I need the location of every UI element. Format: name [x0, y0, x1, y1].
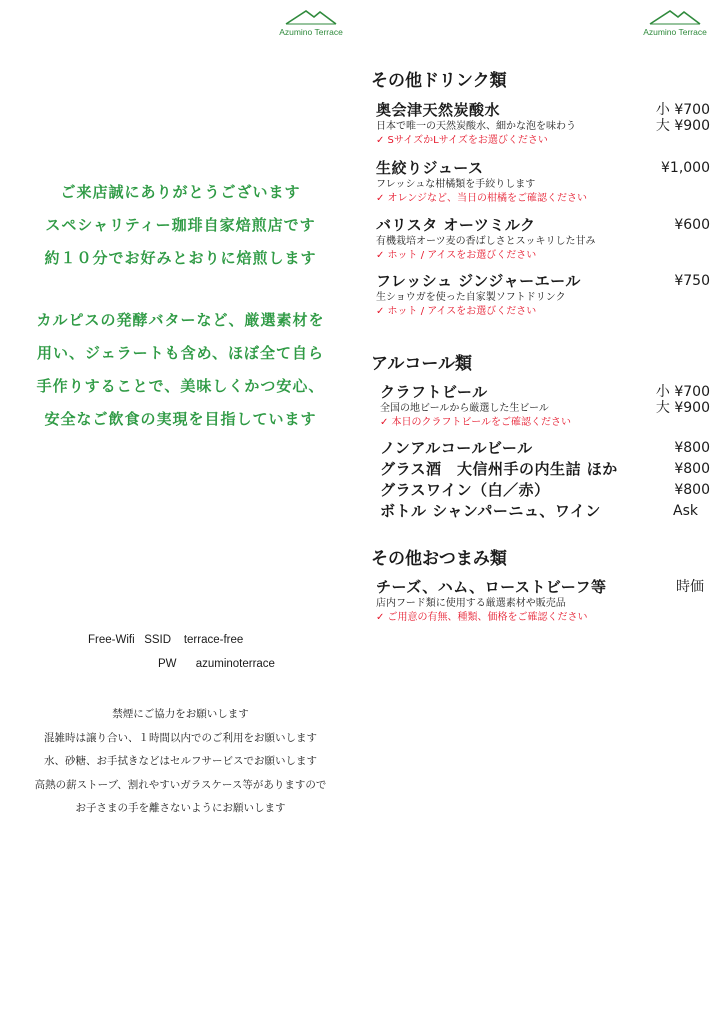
notice-line: 混雑時は譲り合い、１時間以内でのご利用をお願いします: [44, 731, 317, 744]
intro-line: ご来店誠にありがとうございます: [60, 183, 301, 201]
section-title-snacks: その他おつまみ類: [371, 549, 507, 569]
price-small: 小 ¥700: [655, 384, 710, 400]
mountain-logo-icon: [284, 8, 338, 26]
item-note: ✓ オレンジなど、当日の柑橘をご確認ください: [376, 193, 588, 204]
menu-item: [380, 382, 710, 430]
intro-line: 安全なご飲食の実現を目指しています: [44, 410, 317, 428]
intro-block: [8, 176, 353, 436]
menu-item: [376, 271, 710, 319]
wifi-ssid: Free-Wifi SSID terrace-free: [88, 634, 244, 646]
item-note: ✓ 本日のクラフトビールをご確認ください: [380, 417, 571, 428]
wifi-password: PW azuminoterrace: [158, 658, 275, 670]
mountain-logo-icon: [648, 8, 702, 26]
intro-line: 手作りすることで、美味しくかつ安心、: [36, 377, 325, 395]
intro-spacer: [8, 275, 353, 304]
logo-right: [635, 8, 715, 37]
logo-left: [271, 8, 351, 37]
intro-line: カルピスの発酵バターなど、厳選素材を: [36, 311, 325, 329]
menu-item: [380, 480, 710, 500]
item-desc: 生ショウガを使った自家製ソフトドリンク: [376, 292, 566, 303]
item-name: ノンアルコールビール: [380, 439, 533, 457]
notices-block: [8, 703, 353, 821]
item-price: ¥600: [674, 217, 710, 233]
intro-line: 用い、ジェラートも含め、ほぼ全て自ら: [36, 344, 325, 362]
item-price: ¥800: [674, 440, 710, 456]
menu-item: [380, 438, 710, 458]
item-name: バリスタ オーツミルク: [376, 216, 536, 234]
item-price: [656, 102, 710, 134]
item-desc: 日本で唯一の天然炭酸水、細かな泡を味わう: [376, 121, 576, 132]
item-name: ボトル シャンパーニュ、ワイン: [380, 502, 601, 520]
item-price: Ask: [673, 503, 698, 519]
menu-item: [376, 577, 710, 625]
item-price: 時価: [676, 579, 704, 595]
item-name: チーズ、ハム、ローストビーフ等: [376, 578, 607, 596]
item-note: ✓ ホット / アイスをお選びください: [376, 250, 537, 261]
notice-line: 禁煙にご協力をお願いします: [112, 708, 249, 720]
menu-item: [380, 501, 710, 521]
price-large: 大 ¥900: [655, 118, 710, 134]
notice-line: お子さまの手を離さないようにお願いします: [75, 802, 286, 814]
section-title-drinks: その他ドリンク類: [371, 71, 507, 91]
item-price: ¥750: [674, 273, 710, 289]
price-small: 小 ¥700: [655, 102, 710, 118]
intro-line: スペシャリティー珈琲自家焙煎店です: [45, 216, 316, 234]
item-name: 奥会津天然炭酸水: [376, 101, 501, 119]
item-name: グラスワイン（白／赤）: [380, 481, 550, 499]
item-desc: 全国の地ビールから厳選した生ビール: [380, 403, 549, 414]
intro-line: 約１０分でお好みとおりに焙煎します: [44, 249, 317, 267]
menu-item: [376, 215, 710, 263]
item-note: ✓ ホット / アイスをお選びください: [376, 306, 537, 317]
item-desc: 店内フード類に使用する厳選素材や販売品: [376, 598, 566, 609]
item-desc: フレッシュな柑橘類を手絞りします: [376, 179, 536, 190]
notice-line: 高熱の薪ストーブ、割れやすいガラスケース等がありますので: [34, 778, 327, 791]
menu-item: [376, 158, 710, 206]
menu-item: [376, 100, 710, 148]
section-title-alcohol: アルコール類: [371, 354, 472, 374]
logo-text: Azumino Terrace: [643, 27, 707, 37]
item-name: クラフトビール: [380, 383, 488, 401]
logo-text: Azumino Terrace: [279, 27, 343, 37]
item-price: ¥800: [674, 461, 710, 477]
menu-item: [380, 459, 710, 479]
item-price: ¥800: [674, 482, 710, 498]
item-price: [656, 384, 710, 416]
item-note: ✓ ご用意の有無、種類、価格をご確認ください: [376, 612, 588, 623]
item-desc: 有機栽培オーツ麦の香ばしさとスッキリした甘み: [376, 236, 596, 247]
item-name: グラス酒 大信州手の内生詰 ほか: [380, 460, 618, 478]
item-price: ¥1,000: [661, 160, 710, 176]
item-note: ✓ SサイズかLサイズをお選びください: [376, 135, 548, 146]
price-large: 大 ¥900: [655, 400, 710, 416]
notice-line: 水、砂糖、お手拭きなどはセルフサービスでお願いします: [44, 755, 317, 767]
item-name: フレッシュ ジンジャーエール: [376, 272, 581, 290]
item-name: 生絞りジュース: [376, 159, 484, 177]
